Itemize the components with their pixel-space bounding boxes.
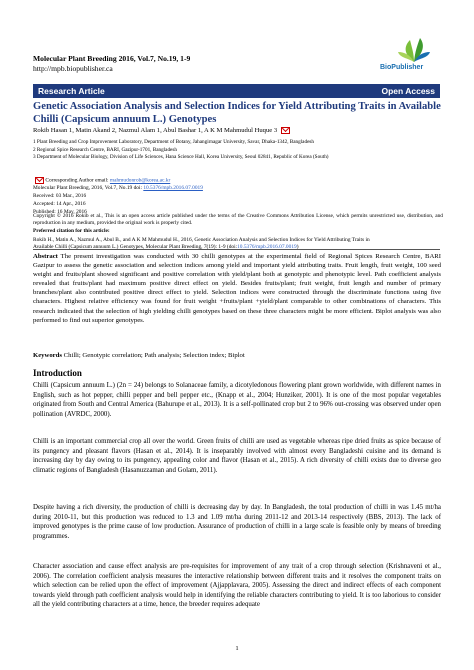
- article-title: Genetic Association Analysis and Selection Indices for Yield Attributing Traits in Available Chilli (Capsicum annuum L.) Genotypes: [33, 101, 441, 125]
- published-date: Published: 16 May, 2016: [33, 208, 87, 215]
- citation-text: Available Chilli (Capsicum annuum L.) Genotypes, Molecular Plant Breeding, 7(19): 1-9 (doi:: [33, 244, 238, 251]
- keywords-text: Chilli; Genotypic correlation; Path analysis; Selection index; Biplot: [63, 352, 245, 359]
- citation-line-1: Rokib H., Matin A., Nazmul A., Abul B., and A K M Mahmudul H., 2016, Genetic Association Analysis and Selection Indices for Yield Attributing Traits in: [33, 237, 370, 243]
- logo-text: BioPublisher: [380, 64, 424, 71]
- biopublisher-logo: [380, 36, 450, 76]
- affiliation-2: 2 Regional Spice Research Centre, BARI, Gazipur-1701, Bangladesh: [33, 146, 177, 153]
- affiliations: [33, 139, 329, 162]
- journal-line-prefix: Molecular Plant Breeding, 2016, Vol.7, No.19 doi:: [33, 185, 142, 192]
- journal-url[interactable]: http://mpb.biopublisher.ca: [33, 63, 113, 73]
- author-list: [33, 127, 290, 134]
- email-icon[interactable]: [281, 127, 290, 134]
- page-number: 1: [235, 645, 239, 652]
- abstract-text: The present investigation was conducted with 30 chilli genotypes at the experimental field of Regional Spices Research Centre, BARI Gazipur to assess the genetic association and selection indices among yield and important yield attributing traits. Fruit length, fruit weight, 100 seed weight and fruits/plant showed significant and positive correlation with yield/plant both at genotypic and phenotypic level. Path coefficient analysis revealed that fruits/plant had maximum positive direct effect on yield. Besides fruits/plant; fruit weight, fruit length and number of primary branches/plant also contributed positive direct effect to yield. Selection indices were constructed through the discriminate functions using five characters. Highest relative efficiency was found for fruit weight +fruits/plant +yield/plant comparable to other combinations of characters. This research indicated that the selection of high yielding chilli genotypes based on these three characters might be more efficient. Biplot analysis was also performed to find out superior genotypes.: [33, 253, 441, 324]
- abstract-label: Abstract: [33, 253, 58, 260]
- paragraph: Character association and cause effect analysis are pre-requisites for improvement of any trait of a crop through selection (Krishnaveni et al., 2006). The correlation coefficient analysis measures the interactive relationship between different traits and it resolves the component traits on which selection can be relied upon the effect of improvement (Ajjapplavara, 2005). Assessing the direct and indirect effects of each component towards yield through path coefficient analysis would help in identifying the reliable characters contributing to yield. It is too laborious to consider all the yield contributing characters at a time, hence, the breeder requires adequate: [33, 563, 441, 609]
- article-metadata: [33, 177, 203, 216]
- keywords-label: Keywords: [33, 352, 62, 359]
- corresponding-label: Corresponding Author email:: [45, 177, 109, 184]
- journal-name: Molecular Plant Breeding 2016, Vol.7, No.19, 1-9: [33, 54, 191, 63]
- open-access-label: Open Access: [381, 86, 435, 96]
- preferred-citation: [33, 237, 443, 252]
- affiliation-3: 3 Department of Molecular Biology, Division of Life Sciences, Hana Science Hall, Korea University, Seoul 02841, Republic of Korea (South): [33, 154, 329, 160]
- journal-doi-line: [33, 185, 203, 193]
- corresponding-author: [33, 177, 203, 185]
- copyright-notice: Copyright © 2016 Rokib et al., This is an open access article published under the terms of the Creative Commons Attribution License, which permits unrestricted use, distribution, and reproduction in any medium, provided the original work is properly cited.: [33, 213, 443, 227]
- citation-close: ): [296, 244, 299, 251]
- doi-link[interactable]: 10.5376/mpb.2016.07.0019: [143, 185, 203, 192]
- citation-doi-link[interactable]: 10.5376/mpb.2016.07.0019: [237, 244, 297, 251]
- article-type: Research Article: [38, 86, 105, 96]
- section-title-introduction: Introduction: [33, 368, 82, 378]
- journal-header: [33, 54, 190, 73]
- paragraph: Chilli (Capsicum annuum L.) (2n = 24) belongs to Solanaceae family, a dicotyledonous flowering plant grown worldwide, with different names in English, such as hot pepper, chilli pepper and bell pepper etc., (Knapp et al., 2004; Hunziker, 2001). It is one of the most popular vegetables originated from South and Central America (Bahurupe et al., 2013). It is a self-pollinated crop but 2 to 96% out-crossing was observed under open pollination (AVRDC, 2000).: [33, 382, 441, 418]
- preferred-citation-title: Preferred citation for this article:: [33, 228, 110, 234]
- keywords: [33, 352, 245, 359]
- affiliation-1: 1 Plant Breeding and Crop Improvement Laboratory, Department of Botany, Jahangirnagar University, Savar, Dhaka-1342, Bangladesh: [33, 139, 314, 145]
- article-banner: [33, 84, 440, 98]
- leaf-logo-icon: [396, 36, 432, 64]
- corresponding-email-link[interactable]: mahmudonrob@korea.ac.kr: [109, 177, 171, 184]
- abstract: [33, 252, 441, 325]
- authors-text: Rokib Hasan 1, Matin Akand 2, Nazmul Alam 1, Abul Bashar 1, A K M Mahmudul Huque 3: [33, 127, 278, 135]
- paragraph: Chilli is an important commercial crop all over the world. Green fruits of chilli are used as vegetable whereas ripe dried fruits as spice because of its pungency and pleasant flavors (Hasan et al., 2014). It is inseparably involved with almost every Bangladeshi cuisine and its demand is increasing day by day owing to its pungency, appealing color and flavor (Hasan et al., 2015). A rich diversity of chilli exists due to diverse geo climatic regions of Bangladesh (Hasanuzzaman and Golam, 2011).: [33, 438, 441, 474]
- accepted-date: Accepted: 14 Apr., 2016: [33, 200, 86, 207]
- paragraph: Despite having a rich diversity, the production of chilli is decreasing day by day. In Bangladesh, the total production of chilli in was 1.45 mt/ha during 2010-11, but this production was reduced to 1.3 and 1.09 mt/ha during 2011-12 and 2013-14 respectively (BBS, 2013). The lack of improved genotypes is the prime cause of low production. Assurance of production of chilli in a large scale is feasible only by means of breeding programmes.: [33, 504, 441, 540]
- email-icon: [35, 177, 44, 184]
- divider: [33, 249, 440, 250]
- received-date: Received: 03 Mar., 2016: [33, 193, 87, 200]
